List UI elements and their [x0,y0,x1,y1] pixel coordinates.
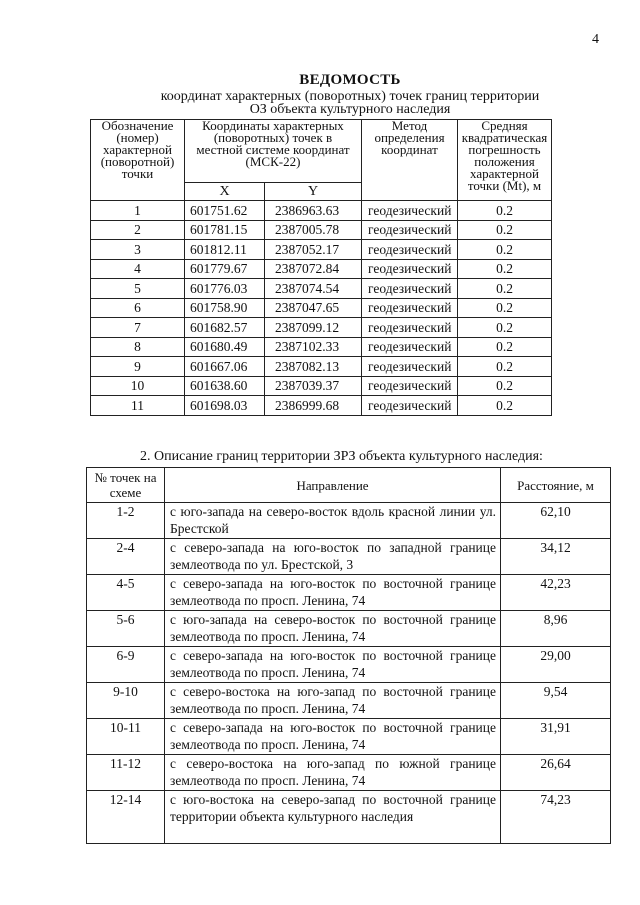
header-distance: Расстояние, м [501,468,611,503]
method-cell: геодезический [362,357,458,377]
table-row [87,719,611,755]
y-coordinate-cell: 2387052.17 [265,240,362,260]
x-coordinate-cell: 601781.15 [185,220,265,240]
distance-cell: 74,23 [501,791,611,844]
y-coordinate-cell: 2387099.12 [265,318,362,338]
method-cell: геодезический [362,201,458,221]
x-coordinate-cell: 601680.49 [185,337,265,357]
point-number-cell: 4 [91,259,185,279]
boundary-description-table-body [87,503,611,844]
distance-cell: 8,96 [501,611,611,647]
y-coordinate-cell: 2387102.33 [265,337,362,357]
direction-cell: с северо-востока на юго-запад по восточной границе землеотвода по просп. Ленина, 74 [165,683,501,719]
method-cell: геодезический [362,396,458,416]
table-row [87,539,611,575]
point-range-cell: 11-12 [87,755,165,791]
page-number: 4 [592,32,599,47]
method-cell: геодезический [362,240,458,260]
x-coordinate-cell: 601751.62 [185,201,265,221]
table-row [87,503,611,539]
point-range-cell: 5-6 [87,611,165,647]
header-x: X [185,183,265,201]
coordinates-table [90,119,552,416]
distance-cell: 42,23 [501,575,611,611]
table-row [87,791,611,844]
y-coordinate-cell: 2387074.54 [265,279,362,299]
point-range-cell: 9-10 [87,683,165,719]
table-row [87,575,611,611]
header-point-numbers: № точек на схеме [87,468,165,503]
distance-cell: 9,54 [501,683,611,719]
point-number-cell: 6 [91,298,185,318]
section-2-heading: 2. Описание границ территории ЗРЗ объекта культурного наследия: [140,449,543,464]
method-cell: геодезический [362,318,458,338]
y-coordinate-cell: 2387039.37 [265,376,362,396]
table-row [91,279,552,299]
point-range-cell: 2-4 [87,539,165,575]
distance-cell: 31,91 [501,719,611,755]
error-cell: 0.2 [458,259,552,279]
table-row [91,201,552,221]
table-row [91,298,552,318]
point-number-cell: 7 [91,318,185,338]
distance-cell: 29,00 [501,647,611,683]
x-coordinate-cell: 601779.67 [185,259,265,279]
method-cell: геодезический [362,259,458,279]
error-cell: 0.2 [458,201,552,221]
header-direction: Направление [165,468,501,503]
table-row [91,396,552,416]
table-row [91,259,552,279]
method-cell: геодезический [362,279,458,299]
distance-cell: 34,12 [501,539,611,575]
point-range-cell: 10-11 [87,719,165,755]
x-coordinate-cell: 601682.57 [185,318,265,338]
distance-cell: 26,64 [501,755,611,791]
x-coordinate-cell: 601638.60 [185,376,265,396]
header-point-designation: Обозначение (номер) характерной (поворотной) точки [91,120,185,201]
y-coordinate-cell: 2387072.84 [265,259,362,279]
table-row [91,240,552,260]
y-coordinate-cell: 2386963.63 [265,201,362,221]
point-number-cell: 1 [91,201,185,221]
point-number-cell: 10 [91,376,185,396]
error-cell: 0.2 [458,220,552,240]
distance-cell: 62,10 [501,503,611,539]
document-subtitle-line-1: координат характерных (поворотных) точек границ территории [160,89,540,104]
point-number-cell: 11 [91,396,185,416]
direction-cell: с северо-запада на юго-восток по западной границе землеотвода по ул. Брестской, 3 [165,539,501,575]
point-number-cell: 9 [91,357,185,377]
x-coordinate-cell: 601812.11 [185,240,265,260]
x-coordinate-cell: 601758.90 [185,298,265,318]
direction-cell: с северо-запада на юго-восток по восточной границе землеотвода по просп. Ленина, 74 [165,647,501,683]
y-coordinate-cell: 2387047.65 [265,298,362,318]
error-cell: 0.2 [458,376,552,396]
method-cell: геодезический [362,337,458,357]
header-y: Y [265,183,362,201]
error-cell: 0.2 [458,337,552,357]
direction-cell: с юго-запада на северо-восток по восточной границе землеотвода по просп. Ленина, 74 [165,611,501,647]
header-method: Метод определения координат [362,120,458,201]
point-number-cell: 3 [91,240,185,260]
point-range-cell: 1-2 [87,503,165,539]
table-row [87,611,611,647]
table-row [91,220,552,240]
point-range-cell: 4-5 [87,575,165,611]
table-row [91,318,552,338]
direction-cell: с северо-запада на юго-восток по восточной границе землеотвода по просп. Ленина, 74 [165,719,501,755]
coordinates-table-body [91,201,552,416]
direction-cell: с северо-востока на юго-запад по южной границе землеотвода по просп. Ленина, 74 [165,755,501,791]
point-number-cell: 8 [91,337,185,357]
boundary-description-table [86,467,611,844]
header-mean-square-error: Средняя квадратическая погрешность положения характерной точки (Mt), м [458,120,552,201]
direction-cell: с юго-запада на северо-восток вдоль красной линии ул. Брестской [165,503,501,539]
table-row [91,337,552,357]
y-coordinate-cell: 2387082.13 [265,357,362,377]
error-cell: 0.2 [458,240,552,260]
error-cell: 0.2 [458,396,552,416]
direction-cell: с юго-востока на северо-запад по восточной границе территории объекта культурного наследия [165,791,501,844]
error-cell: 0.2 [458,357,552,377]
method-cell: геодезический [362,220,458,240]
x-coordinate-cell: 601776.03 [185,279,265,299]
point-range-cell: 12-14 [87,791,165,844]
error-cell: 0.2 [458,298,552,318]
point-range-cell: 6-9 [87,647,165,683]
direction-cell: с северо-запада на юго-восток по восточной границе землеотвода по просп. Ленина, 74 [165,575,501,611]
method-cell: геодезический [362,298,458,318]
table-row [87,647,611,683]
method-cell: геодезический [362,376,458,396]
table-row [87,683,611,719]
point-number-cell: 5 [91,279,185,299]
error-cell: 0.2 [458,279,552,299]
table-row [87,755,611,791]
header-coordinates: Координаты характерных (поворотных) точек в местной системе координат (МСК-22) [185,120,362,183]
table-row [91,357,552,377]
x-coordinate-cell: 601667.06 [185,357,265,377]
error-cell: 0.2 [458,318,552,338]
y-coordinate-cell: 2386999.68 [265,396,362,416]
point-number-cell: 2 [91,220,185,240]
document-title: ВЕДОМОСТЬ [299,72,401,88]
document-subtitle-line-2: ОЗ объекта культурного наследия [249,102,451,117]
table-row [91,376,552,396]
x-coordinate-cell: 601698.03 [185,396,265,416]
y-coordinate-cell: 2387005.78 [265,220,362,240]
